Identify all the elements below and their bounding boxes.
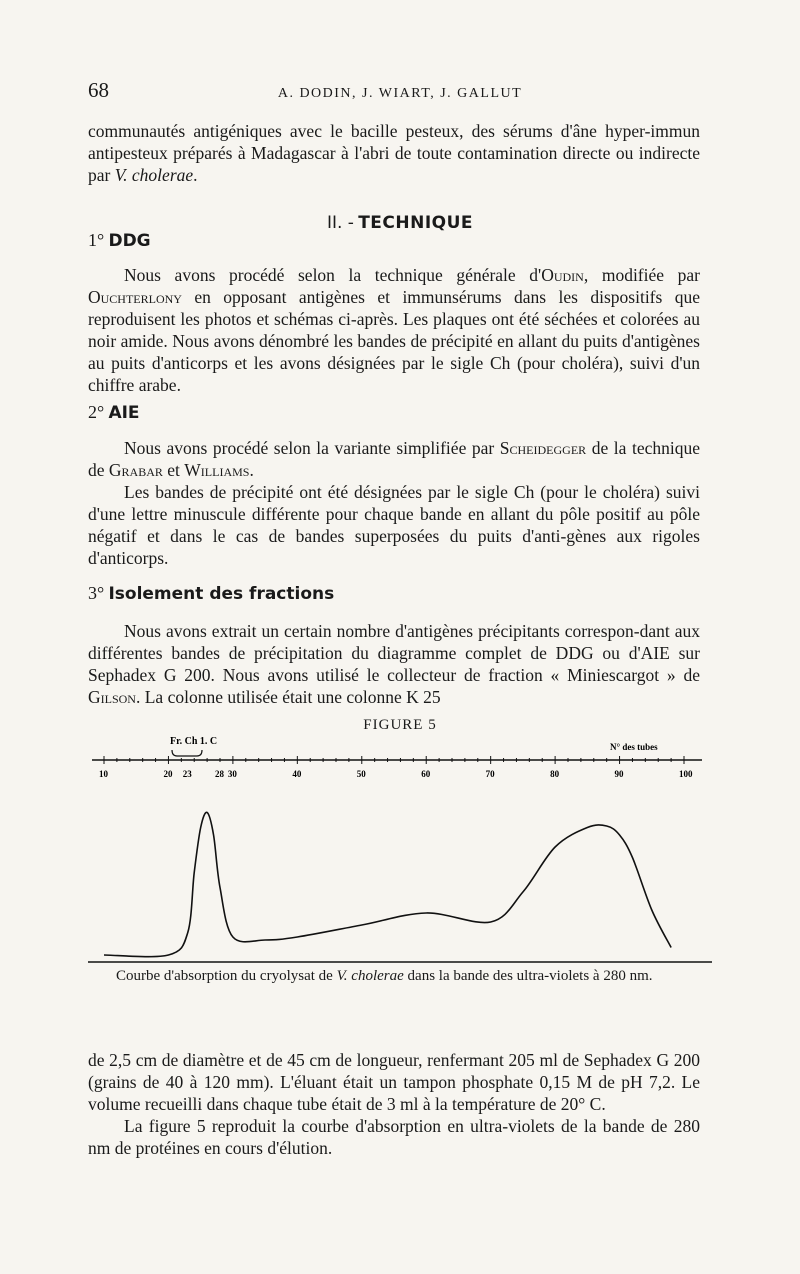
absorption-curve — [104, 812, 671, 956]
running-head: A. DODIN, J. WIART, J. GALLUT — [277, 86, 523, 101]
x-tick-label: 40 — [292, 769, 302, 779]
figure-title: FIGURE 5 — [363, 717, 437, 733]
x-tick-label: 23 — [182, 769, 192, 779]
x-tick-label: 90 — [614, 769, 624, 779]
page-number: 68 — [88, 78, 109, 102]
ddg-paragraph: Nous avons procédé selon la technique générale d'Oudin, modifiée par Ouchterlony en opposant antigènes et immunsérums dans les dispositifs que reproduisent les photos et schémas ci-après. Les plaques ont été séchées et colorées au noir amide. Nous avons dénombré les bandes de précipité en allant du puits d'antigènes au puits d'anticorps et les avons désignées par le sigle Ch (pour choléra), suivi d'un chiffre arabe. — [88, 265, 700, 395]
x-tick-label: 60 — [421, 769, 431, 779]
x-tick-label: 70 — [485, 769, 495, 779]
x-tick-label: 50 — [356, 769, 366, 779]
subheading-isolement: 3° Isolement des fractions — [88, 583, 335, 604]
intro-paragraph: communautés antigéniques avec le bacille pesteux, des sérums d'âne hyper-immun antipesteux préparés à Madagascar à l'abri de toute contamination directe ou indirecte par V. cholerae. — [88, 121, 700, 185]
axis-title: N° des tubes — [610, 742, 658, 752]
x-tick-label: 100 — [679, 769, 693, 779]
subheading-aie: 2° AIE — [88, 402, 140, 423]
section-number: II. - — [326, 213, 354, 233]
subheading-ddg: 1° DDG — [88, 230, 151, 251]
x-tick-labels — [99, 769, 693, 779]
x-tick-label: 10 — [99, 769, 108, 779]
closing-paragraphs: de 2,5 cm de diamètre et de 45 cm de longueur, renfermant 205 ml de Sephadex G 200 (grains de 40 à 120 mm). L'éluant était un tampon phosphate 0,15 M de pH 7,2. Le volume recueilli dans chaque tube était de 3 ml à la température de 20° C. La figure 5 reproduit la courbe d'absorption en ultra-violets de la bande de 280 nm de protéines en cours d'élution. — [88, 1050, 700, 1158]
x-tick-label: 80 — [550, 769, 560, 779]
isolement-paragraph: Nous avons extrait un certain nombre d'antigènes précipitants correspon-dant aux différentes bandes de précipitation du diagramme complet de DDG ou d'AIE sur Sephadex G 200. Nous avons utilisé le collecteur de fraction « Miniescargot » de Gilson. La colonne utilisée était une colonne K 25 — [88, 621, 700, 707]
x-tick-label: 28 — [215, 769, 224, 779]
section-heading: TECHNIQUE — [358, 213, 474, 233]
figure-caption: Courbe d'absorption du cryolysat de V. cholerae dans la bande des ultra-violets à 280 nm. — [116, 968, 653, 984]
figure-chart — [80, 730, 720, 970]
aie-paragraphs: Nous avons procédé selon la variante simplifiée par Scheidegger de la technique de Grabar et Williams. Les bandes de précipité ont été désignées par le sigle Ch (pour le choléra) suivi d'une lettre minuscule différente pour chaque bande en allant du pôle positif au pôle négatif et dans le cas de bandes superposées du puits d'anti-gènes aux rigoles d'anticorps. — [88, 438, 700, 568]
x-tick-label: 20 — [163, 769, 173, 779]
x-tick-label: 30 — [227, 769, 237, 779]
fraction-bracket — [172, 750, 202, 756]
fraction-label: Fr. Ch 1. C — [170, 736, 218, 747]
